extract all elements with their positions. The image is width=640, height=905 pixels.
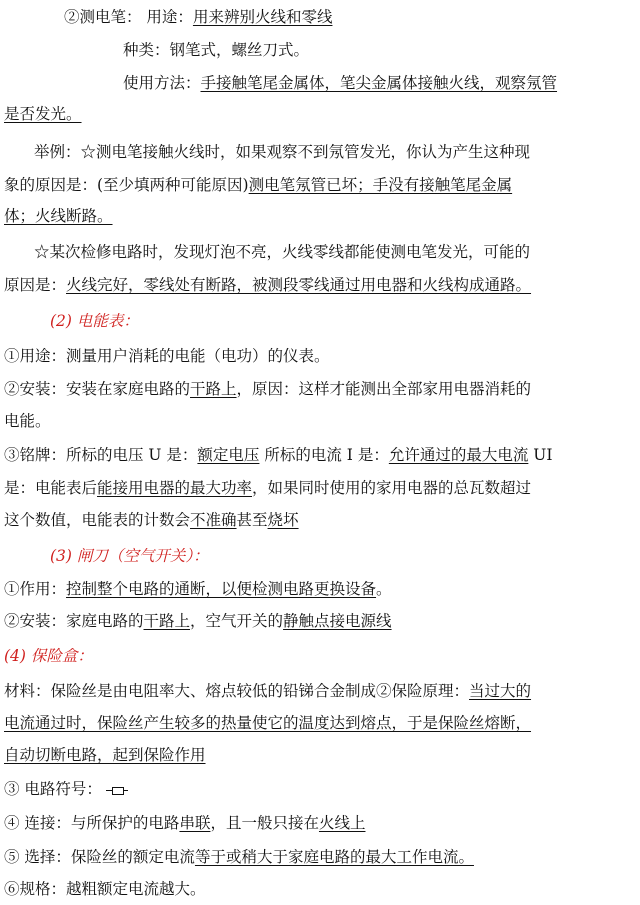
underlined-answer: 烧坏 <box>267 511 299 529</box>
underlined-answer: 手接触笔尾金属体，笔尖金属体接触火线，观察氖管 <box>200 74 558 92</box>
underlined-answer: 体；火线断路。 <box>4 207 113 225</box>
line-example-1: 举例：☆测电笔接触火线时，如果观察不到氖管发光，你认为产生这种现 <box>34 143 531 161</box>
line-fuse-symbol: ③ 电路符号： <box>4 778 640 800</box>
line-example-2: ☆某次检修电路时，发现灯泡不亮，火线零线都能使测电笔发光，可能的 <box>34 243 531 261</box>
line-fuse-material: 材料：保险丝是由电阻率大、熔点较低的铅锑合金制成②保险原理：当过大的 <box>4 682 532 700</box>
line-fuse-principle-cont <box>4 744 640 766</box>
line-fuse-connection: ④ 连接：与所保护的电路串联，且一般只接在火线上 <box>4 814 366 832</box>
line-tester-types: 种类：钢笔式，螺丝刀式。 <box>123 41 310 59</box>
underlined-answer: 火线完好，零线处有断路，被测段零线通过用电器和火线构成通路。 <box>66 276 532 294</box>
line-switch-function: ①作用：控制整个电路的通断，以便检测电路更换设备。 <box>4 580 392 598</box>
underlined-answer: 等于或稍大于家庭电路的最大工作电流。 <box>194 848 474 866</box>
line-meter-nameplate: ③铭牌：所标的电压 U 是：额定电压 所标的电流 I 是：允许通过的最大电流 UI <box>4 446 553 464</box>
heading-fuse-box: (4) 保险盒： <box>4 647 93 665</box>
line-meter-usage: ①用途：测量用户消耗的电能（电功）的仪表。 <box>4 347 330 365</box>
heading-knife-switch: (3) 闸刀（空气开关）： <box>50 547 209 565</box>
line-switch-install: ②安装：家庭电路的干路上，空气开关的静触点接电源线 <box>4 612 392 630</box>
line-meter-nameplate-cont2: 这个数值，电能表的计数会不准确甚至烧坏 <box>4 511 299 529</box>
underlined-answer: 测电笔氖管已坏；手没有接触笔尾金属 <box>248 176 513 194</box>
line-fuse-selection: ⑤ 选择：保险丝的额定电流等于或稍大于家庭电路的最大工作电流。 <box>4 848 474 866</box>
underlined-answer: 允许通过的最大电流 <box>388 446 529 464</box>
line-fuse-spec: ⑥规格：越粗额定电流越大。 <box>4 880 206 898</box>
underlined-answer: 静触点接电源线 <box>283 612 392 630</box>
underlined-answer: 能接用电器的最大功率 <box>97 479 253 497</box>
underlined-answer: 用来辨别火线和零线 <box>192 8 333 26</box>
underlined-answer: 额定电压 <box>197 446 260 464</box>
line-tester-method: 使用方法：手接触笔尾金属体，笔尖金属体接触火线，观察氖管 <box>123 74 558 92</box>
fuse-symbol-icon <box>106 784 128 796</box>
line-example-1-cont: 象的原因是：(至少填两种可能原因)测电笔氖管已坏；手没有接触笔尾金属 <box>4 176 513 194</box>
underlined-answer: 是否发光。 <box>4 105 82 123</box>
underlined-answer: 干路上 <box>143 612 191 630</box>
line-fuse-principle <box>4 712 640 734</box>
line-meter-install: ②安装：安装在家庭电路的干路上，原因：这样才能测出全部家用电器消耗的 <box>4 380 532 398</box>
line-tester-usage: ②测电笔： 用途：用来辨别火线和零线 <box>64 8 333 26</box>
line-meter-install-cont: 电能。 <box>4 412 51 430</box>
underlined-answer: 当过大的 <box>469 682 532 700</box>
underlined-answer: 火线上 <box>318 814 366 832</box>
underlined-answer: 不准确 <box>190 511 237 529</box>
underlined-answer: 干路上 <box>190 380 237 398</box>
line-example-1-cont2 <box>4 205 640 227</box>
underlined-answer: 串联 <box>179 814 211 832</box>
underlined-answer: 自动切断电路，起到保险作用 <box>4 746 206 764</box>
underlined-answer: 电流通过时，保险丝产生较多的热量使它的温度达到熔点，于是保险丝熔断， <box>4 714 532 732</box>
heading-energy-meter: (2) 电能表： <box>50 312 139 330</box>
line-example-2-cont: 原因是：火线完好，零线处有断路，被测段零线通过用电器和火线构成通路。 <box>4 276 532 294</box>
line-tester-method-cont <box>4 103 640 125</box>
underlined-answer: 控制整个电路的通断，以便检测电路更换设备 <box>66 580 377 598</box>
line-meter-nameplate-cont: 是：电能表后能接用电器的最大功率，如果同时使用的家用电器的总瓦数超过 <box>4 479 532 497</box>
